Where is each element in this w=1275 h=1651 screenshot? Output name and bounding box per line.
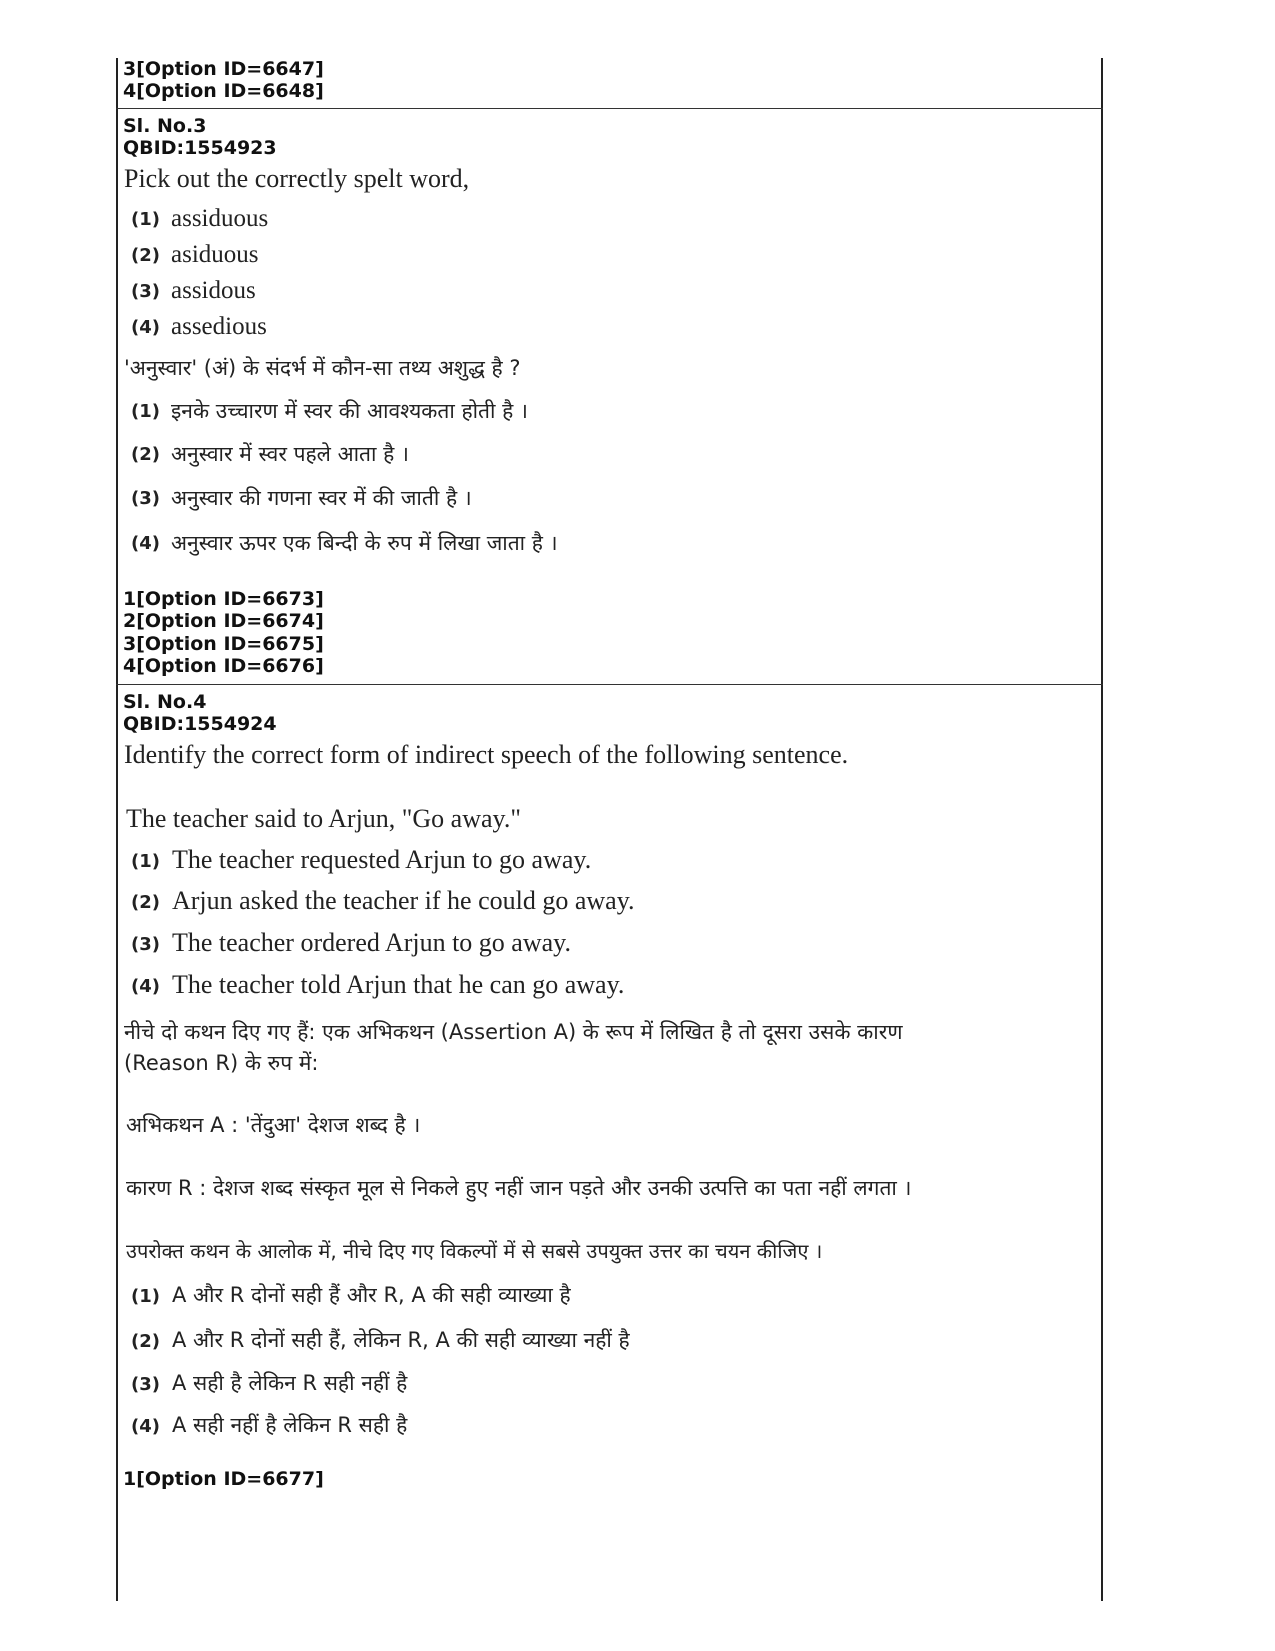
assertion-intro: (Reason R) के रुप में: xyxy=(124,1051,319,1075)
option-number: (3) xyxy=(131,934,160,955)
instruction-text: उपरोक्त कथन के आलोक में, नीचे दिए गए विकल्पों में से सबसे उपयुक्त उत्तर का चयन कीजिए । xyxy=(126,1239,823,1263)
question-bank-id: QBID:1554923 xyxy=(123,137,277,159)
option-text: A और R दोनों सही हैं, लेकिन R, A की सही व्याख्या नहीं है xyxy=(172,1328,630,1352)
option-text: A सही नहीं है लेकिन R सही है xyxy=(172,1413,408,1437)
option-id: 1[Option ID=6677] xyxy=(123,1468,324,1490)
option-id: 3[Option ID=6647] xyxy=(123,58,324,80)
option-text: A सही है लेकिन R सही नहीं है xyxy=(172,1371,408,1395)
reason-statement: कारण R : देशज शब्द संस्कृत मूल से निकले हुए नहीं जान पड़ते और उनकी उत्पत्ति का पता नहीं लगता । xyxy=(126,1176,912,1200)
option-text: assiduous xyxy=(171,205,269,232)
option-text: asiduous xyxy=(171,241,259,268)
option-text: अनुस्वार ऊपर एक बिन्दी के रुप में लिखा जाता है । xyxy=(171,531,558,555)
option-id: 2[Option ID=6674] xyxy=(123,610,324,632)
option-number: (4) xyxy=(131,533,160,554)
option-number: (2) xyxy=(131,892,160,913)
option-text: The teacher requested Arjun to go away. xyxy=(172,845,592,874)
option-text: assedious xyxy=(171,313,267,340)
option-text: Arjun asked the teacher if he could go away. xyxy=(172,886,635,915)
option-number: (4) xyxy=(131,1416,160,1437)
option-text: A और R दोनों सही हैं और R, A की सही व्याख्या है xyxy=(172,1283,571,1307)
divider xyxy=(116,108,1103,109)
option-text: assidous xyxy=(171,277,256,304)
question-text-english: Pick out the correctly spelt word, xyxy=(124,164,470,193)
option-number: (1) xyxy=(131,1286,160,1307)
option-number: (2) xyxy=(131,444,160,465)
option-number: (2) xyxy=(131,1331,160,1352)
option-id: 3[Option ID=6675] xyxy=(123,633,324,655)
option-number: (1) xyxy=(131,851,160,872)
option-number: (1) xyxy=(131,401,160,422)
question-text-hindi: 'अनुस्वार' (अं) के संदर्भ में कौन-सा तथ्य अशुद्ध है ? xyxy=(124,356,521,380)
option-number: (3) xyxy=(131,488,160,509)
question-text-english: Identify the correct form of indirect speech of the following sentence. xyxy=(124,740,849,769)
assertion-statement: अभिकथन A : 'तेंदुआ' देशज शब्द है । xyxy=(126,1113,421,1137)
option-number: (4) xyxy=(131,976,160,997)
quoted-sentence: The teacher said to Arjun, "Go away." xyxy=(126,804,521,833)
option-text: The teacher ordered Arjun to go away. xyxy=(172,928,571,957)
option-text: इनके उच्चारण में स्वर की आवश्यकता होती है । xyxy=(171,399,528,423)
divider xyxy=(116,684,1103,685)
option-number: (3) xyxy=(131,1374,160,1395)
assertion-intro: नीचे दो कथन दिए गए हैं: एक अभिकथन (Assertion A) के रूप में लिखित है तो दूसरा उसके कारण xyxy=(124,1020,903,1044)
option-id: 1[Option ID=6673] xyxy=(123,588,324,610)
option-id: 4[Option ID=6676] xyxy=(123,655,324,677)
option-id: 4[Option ID=6648] xyxy=(123,80,324,102)
option-number: (1) xyxy=(131,209,160,230)
option-number: (3) xyxy=(131,281,160,302)
option-text: अनुस्वार में स्वर पहले आता है । xyxy=(171,442,409,466)
question-bank-id: QBID:1554924 xyxy=(123,713,277,735)
option-number: (4) xyxy=(131,317,160,338)
serial-number: Sl. No.3 xyxy=(123,115,207,137)
option-text: अनुस्वार की गणना स्वर में की जाती है । xyxy=(171,486,472,510)
option-number: (2) xyxy=(131,245,160,266)
serial-number: Sl. No.4 xyxy=(123,691,207,713)
option-text: The teacher told Arjun that he can go away. xyxy=(172,970,625,999)
